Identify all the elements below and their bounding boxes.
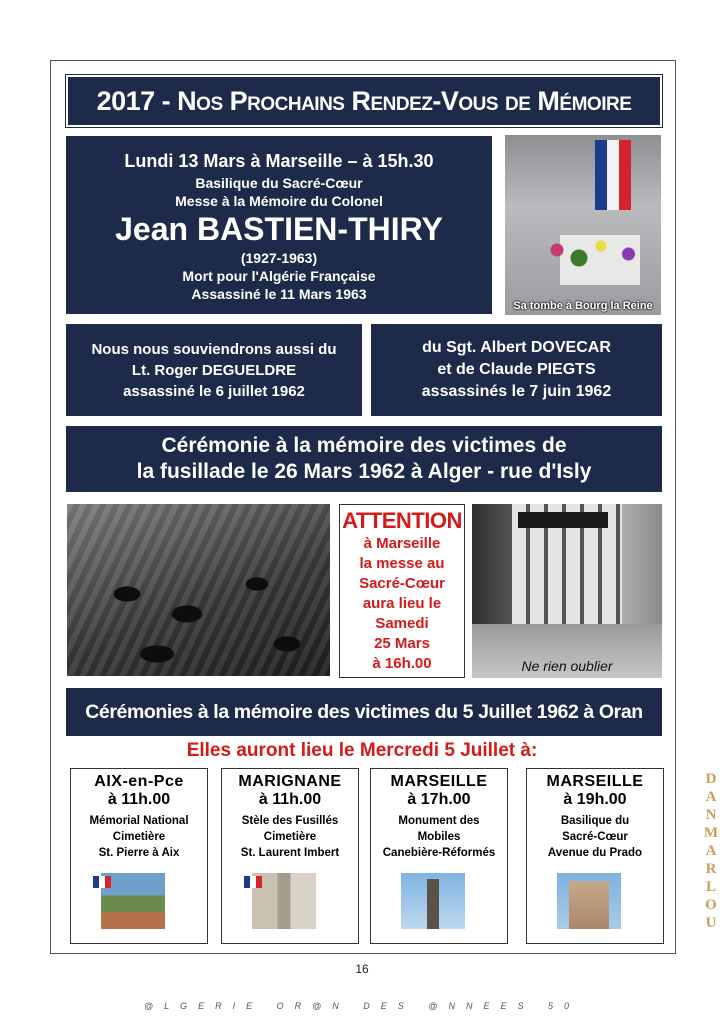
card-desc-3: St. Laurent Imbert [240,847,340,859]
tomb-photo [505,135,661,315]
degueldre-box [66,324,362,416]
flag-red [619,140,631,210]
page-title: 2017 - Nos Prochains Rendez-Vous de Mémoire [96,85,632,116]
side-watermark [702,770,720,932]
header-banner [66,75,662,127]
card-city: MARIGNANE [238,773,342,790]
card-desc-1: Basilique du [560,815,630,827]
monument-statue [427,879,439,929]
side-letter: L [705,879,716,895]
flag-icon [93,876,111,888]
card-desc-3: St. Pierre à Aix [98,847,180,859]
attention-line-7: à 16h.00 [372,655,432,672]
card-time: à 17h.00 [407,791,471,808]
card-marseille-mobiles [370,768,508,944]
card-desc-3: Canebière-Réformés [382,847,496,859]
card-time: à 11h.00 [107,791,171,808]
footer-text: @LGERIE OR@N DES @NNEES 50 [144,1001,580,1011]
oran-subtitle: Elles auront lieu le Mercredi 5 Juillet à: [186,740,538,761]
flowers [535,230,645,270]
card-city: AIX-en-Pce [94,773,184,790]
colonel-assassination: Assassiné le 11 Mars 1963 [191,285,367,302]
oran-banner [66,688,662,736]
side-letter: A [705,789,717,805]
card-marignane [221,768,359,944]
colonel-name: Jean BASTIEN-THIRY [115,210,443,247]
attention-box [339,504,465,678]
mass-purpose: Messe à la Mémoire du Colonel [175,192,383,209]
flag-blue [595,140,607,210]
card-desc-1: Mémorial National [89,815,189,827]
attention-line-6: 25 Mars [374,635,430,652]
card-desc-3: Avenue du Prado [547,847,643,859]
flag-icon [244,876,262,888]
monument-photo [401,873,465,929]
attention-line-5: Samedi [375,615,429,632]
tomb-caption: Sa tombe à Bourg la Reine [513,300,653,312]
side-letter: D [705,771,717,787]
side-letter: N [705,807,717,823]
card-city: MARSEILLE [390,773,488,790]
attention-title: ATTENTION [342,508,462,533]
colonel-death: Mort pour l'Algérie Française [182,267,376,284]
mass-place: Basilique du Sacré-Cœur [195,174,363,191]
degueldre-line-3: assassiné le 6 juillet 1962 [123,382,305,400]
dovecar-line-2: et de Claude PIEGTS [437,361,596,378]
card-desc-1: Monument des [398,815,480,827]
page-number: 16 [355,962,369,976]
side-letter: R [705,861,717,877]
card-desc-2: Cimetière [112,831,166,843]
dovecar-line-3: assassinés le 7 juin 1962 [421,383,612,400]
dovecar-box [371,324,662,416]
mass-date: Lundi 13 Mars à Marseille – à 15h.30 [124,150,434,171]
isly-line-1: Cérémonie à la mémoire des victimes de [161,434,567,457]
card-marseille-basilique [526,768,664,944]
colonel-dates: (1927-1963) [240,249,318,266]
card-desc-2: Cimetière [263,831,317,843]
isly-banner [66,426,662,492]
card-desc-2: Mobiles [417,831,461,843]
side-letter: U [705,915,717,931]
side-letter: A [705,843,717,859]
isly-line-2: la fusillade le 26 Mars 1962 à Alger - rue d'Isly [136,460,592,483]
degueldre-line-1: Nous nous souviendrons aussi du [91,340,337,358]
card-desc-2: Sacré-Cœur [562,831,628,843]
card-city: MARSEILLE [546,773,644,790]
degueldre-line-2: Lt. Roger DEGUELDRE [131,361,297,379]
attention-line-4: aura lieu le [362,595,442,612]
oran-banner-text: Cérémonies à la mémoire des victimes du 5 Juillet 1962 à Oran [85,700,643,723]
attention-line-3: Sacré-Cœur [359,575,445,592]
attention-line-1: à Marseille [363,535,441,552]
street-caption: Ne rien oublier [521,658,613,674]
card-desc-1: Stèle des Fusillés [241,815,339,827]
card-aix [70,768,208,944]
side-letter: O [705,897,717,913]
basilica-photo [557,873,621,929]
bank-sign [518,512,608,528]
bastien-thiry-box [66,136,492,314]
side-letter: M [703,825,719,841]
card-time: à 11h.00 [258,791,322,808]
flag-white [607,140,619,210]
basilica-facade [569,881,609,929]
card-time: à 19h.00 [563,791,627,808]
attention-line-2: la messe au [359,555,445,572]
shooting-photo [67,504,330,676]
figures [67,504,330,676]
street-photo [472,504,662,678]
dovecar-line-1: du Sgt. Albert DOVECAR [422,339,611,356]
